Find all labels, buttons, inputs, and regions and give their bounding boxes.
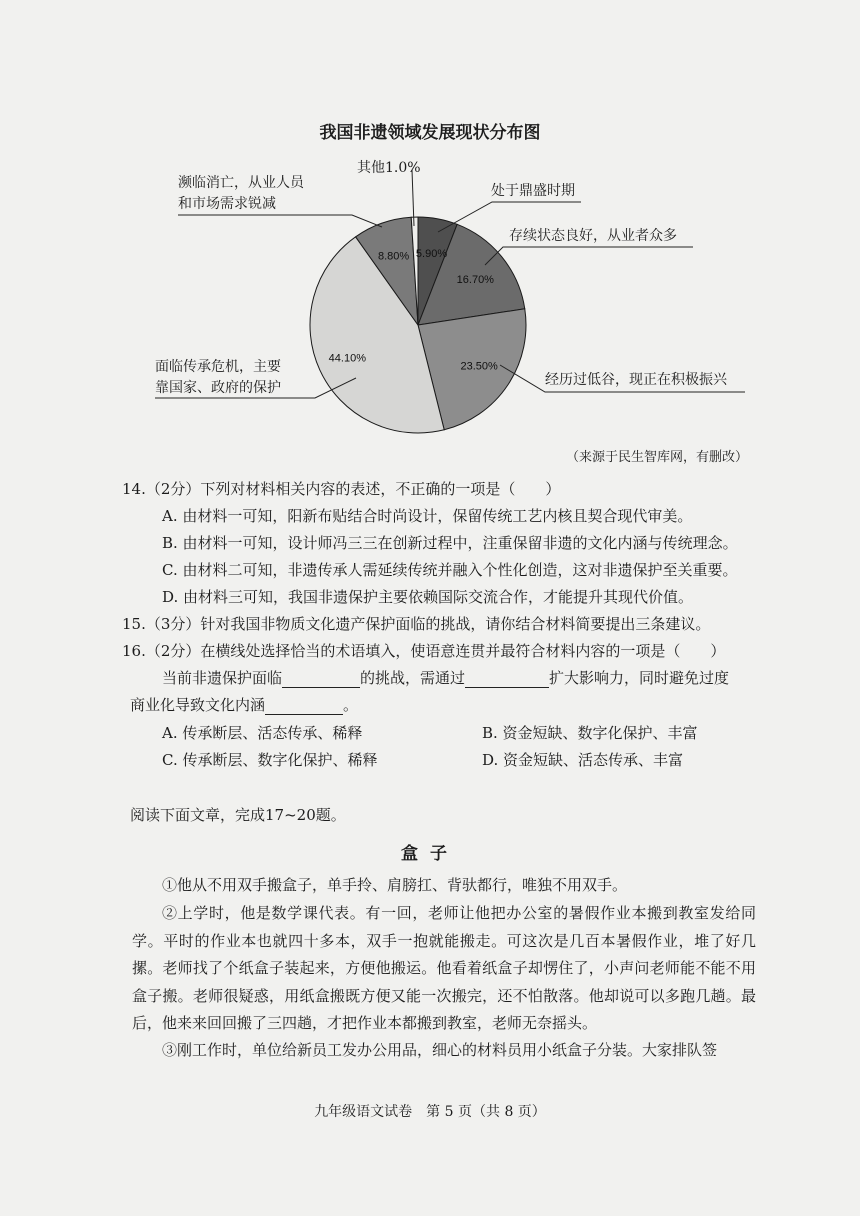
q16-line1 — [162, 667, 729, 688]
page-footer: 九年级语文试卷 第 5 页（共 8 页） — [314, 1104, 546, 1120]
callout-peak: 处于鼎盛时期 — [491, 183, 575, 199]
callout-dying-2: 和市场需求锐减 — [178, 196, 276, 212]
callout-other: 其他1.0% — [357, 160, 421, 176]
pie-value-label: 5.90% — [415, 247, 448, 260]
callout-good: 存续状态良好，从业者众多 — [509, 228, 677, 244]
pie-value-label: 16.70% — [456, 274, 494, 287]
q14-stem: 14.（2分）下列对材料相关内容的表述，不正确的一项是（ ） — [122, 480, 561, 498]
story-title: 盒子 — [401, 844, 459, 864]
story-paragraph-3: ③刚工作时，单位给新员工发办公用品，细心的材料员用小纸盒子分装。大家排队签 — [162, 1041, 718, 1059]
callout-revive: 经历过低谷，现正在积极振兴 — [545, 372, 727, 388]
blank-3 — [265, 698, 343, 715]
chart-source: （来源于民生智库网，有删改） — [565, 450, 748, 465]
q14-option-b: B. 由材料一可知，设计师冯三三在创新过程中，注重保留非遗的文化内涵与传统理念。 — [162, 534, 738, 552]
leader-dying — [178, 215, 382, 227]
q16-line2-text-b: 。 — [343, 696, 359, 714]
q14-option-a: A. 由材料一可知，阳新布贴结合时尚设计，保留传统工艺内核且契合现代审美。 — [162, 507, 693, 525]
pie-value-label: 23.50% — [460, 360, 498, 373]
q16-line1-text-c: 扩大影响力，同时避免过度 — [549, 669, 730, 687]
q16-line2 — [130, 694, 358, 715]
chart-title: 我国非遗领域发展现状分布图 — [319, 123, 541, 143]
q16-line2-text-a: 商业化导致文化内涵 — [130, 696, 266, 714]
blank-2 — [465, 671, 549, 688]
q16-option-d: D. 资金短缺、活态传承、丰富 — [482, 751, 684, 769]
callout-dying-1: 濒临消亡，从业人员 — [178, 175, 304, 191]
q16-option-c: C. 传承断层、数字化保护、稀释 — [162, 751, 378, 769]
leader-good — [485, 247, 693, 265]
q16-option-b: B. 资金短缺、数字化保护、丰富 — [482, 724, 698, 742]
pie-value-label: 8.80% — [377, 250, 410, 263]
q16-stem: 16.（2分）在横线处选择恰当的术语填入，使语意连贯并最符合材料内容的一项是（ ） — [122, 642, 726, 660]
story-paragraph-2: ②上学时，他是数学课代表。有一回，老师让他把办公室的暑假作业本搬到教室发给同学。平时的作业本也就四十多本，双手一抱就能搬走。可这次是几百本暑假作业，堆了好几摞。老师找了个纸盒子装起来，方便他搬运。他看着纸盒子却愣住了，小声问老师能不能不用盒子搬。老师很疑惑，用纸盒搬既方便又能一次搬完，还不怕散落。他却说可以多跑几趟。最后，他来来回回搬了三四趟，才把作业本都搬到教室，老师无奈摇头。 — [132, 904, 756, 1032]
q16-line1-text-b: 的挑战，需通过 — [360, 669, 466, 687]
q15-stem: 15.（3分）针对我国非物质文化遗产保护面临的挑战，请你结合材料简要提出三条建议。 — [122, 615, 711, 633]
blank-1 — [282, 671, 360, 688]
pie-value-label: 44.10% — [328, 352, 366, 365]
q16-line1-text-a: 当前非遗保护面临 — [162, 669, 283, 687]
q16-option-a: A. 传承断层、活态传承、稀释 — [162, 724, 363, 742]
story-paragraph-1: ①他从不用双手搬盒子，单手拎、肩膀扛、背驮都行，唯独不用双手。 — [162, 876, 628, 894]
pie-chart — [0, 0, 860, 470]
callout-crisis-1: 面临传承危机，主要 — [155, 359, 281, 375]
q14-option-d: D. 由材料三可知，我国非遗保护主要依赖国际交流合作，才能提升其现代价值。 — [162, 588, 694, 606]
callout-crisis-2: 靠国家、政府的保护 — [155, 380, 281, 396]
reading-intro: 阅读下面文章，完成17~20题。 — [130, 806, 346, 824]
q14-option-c: C. 由材料二可知，非遗传承人需延续传统并融入个性化创造，这对非遗保护至关重要。 — [162, 561, 738, 579]
